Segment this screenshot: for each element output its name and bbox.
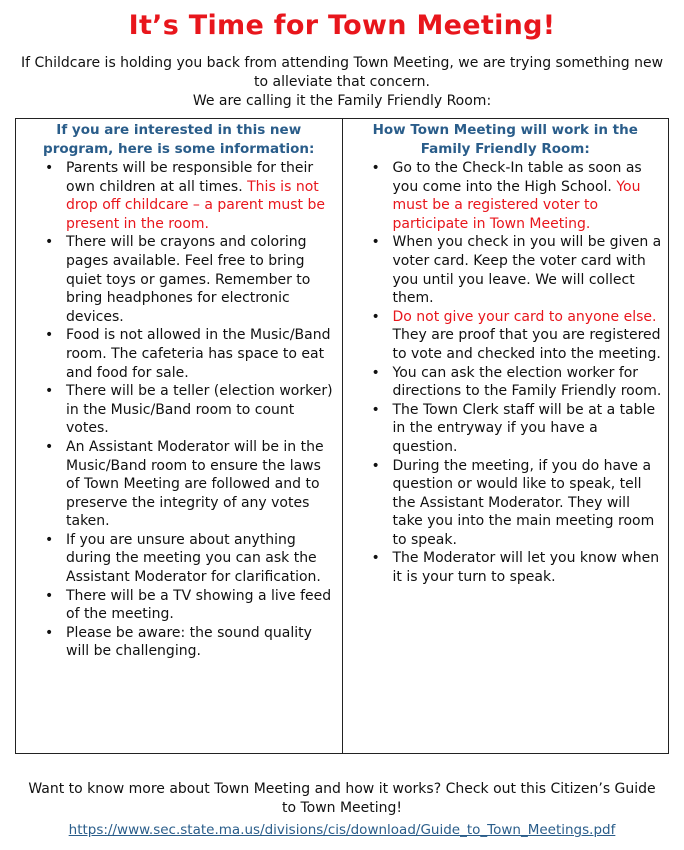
guide-link[interactable]: https://www.sec.state.ma.us/divisions/cis/download/Guide_to_Town_Meetings.pdf <box>68 822 616 838</box>
footer-text: Want to know more about Town Meeting and how it works? Check out this Citizen’s Guide to Town Meeting! <box>28 781 656 816</box>
list-item: • Please be aware: the sound quality will be challenging. <box>66 624 336 661</box>
list-item: • When you check in you will be given a voter card. Keep the voter card with you until you leave. We will collect them. <box>393 233 663 307</box>
item-text: They are proof that you are registered to vote and checked into the meeting. <box>392 327 661 362</box>
list-item: • If you are unsure about anything during the meeting you can ask the Assistant Moderator for clarification. <box>66 531 336 587</box>
list-item <box>393 159 663 233</box>
left-column <box>16 119 343 754</box>
list-item: • There will be a teller (election worker) in the Music/Band room to count votes. <box>66 382 336 438</box>
intro-line-2: We are calling it the Family Friendly Room: <box>192 93 492 109</box>
item-text: Parents will be responsible for their own children at all times. <box>66 160 314 195</box>
left-list <box>16 159 342 661</box>
list-item <box>393 308 663 364</box>
list-item: • An Assistant Moderator will be in the Music/Band room to ensure the laws of Town Meeting are followed and to preserve the integrity of any votes taken. <box>66 438 336 531</box>
intro-line-1: If Childcare is holding you back from attending Town Meeting, we are trying something new to alleviate that concern. <box>20 55 664 90</box>
list-item: • There will be crayons and coloring pages available. Feel free to bring quiet toys or games. Remember to bring headphones for electronic devices. <box>66 233 336 326</box>
item-text: Go to the Check-In table as soon as you come into the High School. <box>392 160 642 195</box>
page-title: It’s Time for Town Meeting! <box>128 10 556 41</box>
list-item <box>66 159 336 233</box>
list-item: • The Moderator will let you know when it is your turn to speak. <box>393 549 663 586</box>
warning-text: This is not drop off childcare – a parent must be present in the room. <box>66 178 325 232</box>
warning-text: Do not give your card to anyone else. <box>392 308 657 325</box>
list-item: • The Town Clerk staff will be at a table in the entryway if you have a question. <box>393 401 663 457</box>
right-column <box>342 119 669 754</box>
intro-text <box>20 54 664 111</box>
list-item: • During the meeting, if you do have a question or would like to speak, tell the Assistant Moderator. They will take you into the main meeting room to speak. <box>393 457 663 550</box>
right-column-heading: How Town Meeting will work in the Family Friendly Room: <box>372 122 638 157</box>
info-table <box>15 118 669 754</box>
list-item: • There will be a TV showing a live feed of the meeting. <box>66 587 336 624</box>
list-item: • Food is not allowed in the Music/Band room. The cafeteria has space to eat and food for sale. <box>66 326 336 382</box>
list-item: • You can ask the election worker for directions to the Family Friendly room. <box>393 364 663 401</box>
warning-text: You must be a registered voter to participate in Town Meeting. <box>392 178 641 232</box>
right-list <box>343 159 669 587</box>
left-column-heading: If you are interested in this new program, here is some information: <box>43 122 315 157</box>
